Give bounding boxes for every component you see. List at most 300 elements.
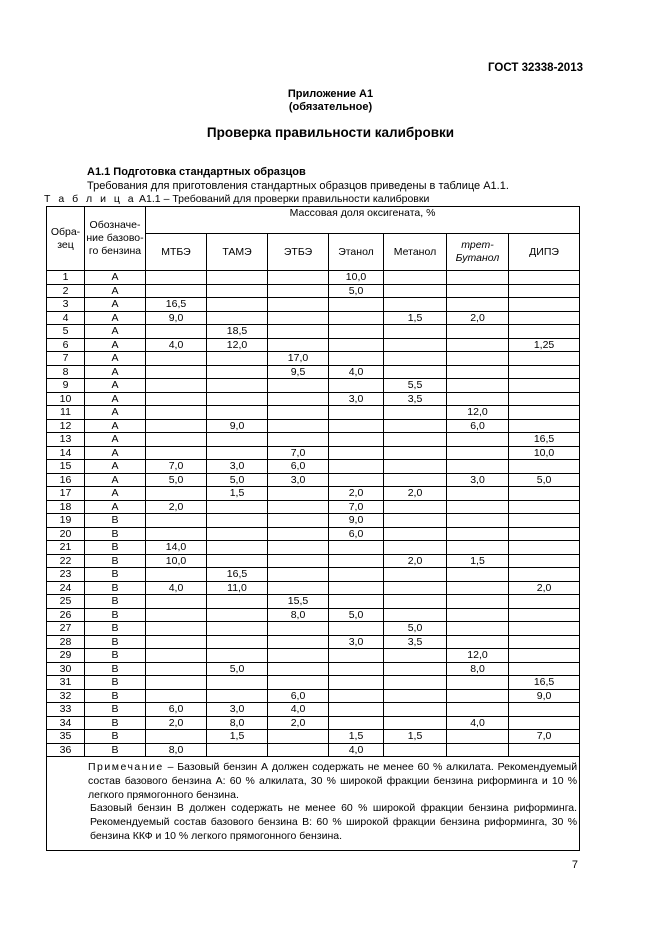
cell-tame — [207, 676, 268, 690]
cell-sample: 31 — [47, 676, 85, 690]
cell-methanol — [384, 271, 447, 285]
cell-etbe — [268, 514, 329, 528]
cell-sample: 32 — [47, 689, 85, 703]
cell-sample: 35 — [47, 730, 85, 744]
cell-ethanol — [329, 716, 384, 730]
cell-dipe — [509, 541, 580, 555]
cell-ethanol: 1,5 — [329, 730, 384, 744]
cell-methanol — [384, 433, 447, 447]
cell-tame — [207, 689, 268, 703]
cell-dipe: 5,0 — [509, 473, 580, 487]
cell-etbe — [268, 379, 329, 393]
cell-sample: 26 — [47, 608, 85, 622]
cell-methanol — [384, 298, 447, 312]
cell-ethanol: 5,0 — [329, 608, 384, 622]
cell-methanol — [384, 284, 447, 298]
cell-ethanol — [329, 581, 384, 595]
note-paragraph-2: Базовый бензин В должен содержать не менее 60 % широкой фракции бензина риформинга. Рекомендуемый состав базового бензина В: 60 % широкой фракции бензина риформинга, 30 % бензина ККФ и 10 % легкого прямогонного бензина. — [90, 802, 578, 842]
cell-base: А — [85, 365, 146, 379]
table-caption-prefix: Т а б л и ц а — [44, 193, 137, 205]
header-base-gasoline: Обозначе-ние базово-го бензина — [85, 207, 146, 271]
cell-dipe: 2,0 — [509, 581, 580, 595]
cell-etbe — [268, 635, 329, 649]
cell-tame: 3,0 — [207, 460, 268, 474]
cell-etbe — [268, 730, 329, 744]
cell-etbe: 8,0 — [268, 608, 329, 622]
cell-base: В — [85, 662, 146, 676]
table-row — [47, 487, 580, 501]
cell-tame — [207, 433, 268, 447]
cell-tert-butanol — [447, 460, 509, 474]
cell-mtbe — [146, 527, 207, 541]
standard-number: ГОСТ 32338-2013 — [488, 62, 583, 74]
cell-dipe — [509, 365, 580, 379]
cell-dipe — [509, 419, 580, 433]
cell-mtbe — [146, 595, 207, 609]
cell-ethanol — [329, 554, 384, 568]
cell-methanol — [384, 473, 447, 487]
header-methanol: Метанол — [384, 234, 447, 271]
cell-tame — [207, 271, 268, 285]
table-caption-text: А1.1 – Требований для проверки правильности калибровки — [139, 193, 430, 205]
cell-sample: 12 — [47, 419, 85, 433]
cell-mtbe — [146, 379, 207, 393]
cell-dipe: 16,5 — [509, 433, 580, 447]
table-row — [47, 514, 580, 528]
cell-tert-butanol — [447, 676, 509, 690]
cell-sample: 10 — [47, 392, 85, 406]
cell-dipe — [509, 595, 580, 609]
table-row — [47, 554, 580, 568]
cell-sample: 13 — [47, 433, 85, 447]
cell-tame: 3,0 — [207, 703, 268, 717]
cell-dipe — [509, 743, 580, 757]
table-row — [47, 730, 580, 744]
cell-dipe — [509, 622, 580, 636]
cell-methanol — [384, 581, 447, 595]
cell-base: В — [85, 689, 146, 703]
cell-mtbe — [146, 608, 207, 622]
cell-dipe — [509, 379, 580, 393]
cell-etbe — [268, 568, 329, 582]
table-row — [47, 325, 580, 339]
cell-ethanol: 9,0 — [329, 514, 384, 528]
header-tert-butanol: трет-Бутанол — [447, 234, 509, 271]
cell-etbe: 4,0 — [268, 703, 329, 717]
cell-tert-butanol — [447, 487, 509, 501]
cell-base: В — [85, 649, 146, 663]
cell-etbe — [268, 554, 329, 568]
cell-sample: 8 — [47, 365, 85, 379]
cell-ethanol — [329, 622, 384, 636]
cell-sample: 22 — [47, 554, 85, 568]
cell-dipe — [509, 514, 580, 528]
cell-etbe — [268, 311, 329, 325]
cell-tert-butanol — [447, 392, 509, 406]
cell-mtbe: 9,0 — [146, 311, 207, 325]
cell-methanol — [384, 595, 447, 609]
cell-dipe — [509, 298, 580, 312]
table-note — [47, 757, 580, 851]
cell-tame: 12,0 — [207, 338, 268, 352]
cell-ethanol — [329, 595, 384, 609]
table-row — [47, 352, 580, 366]
table-row — [47, 608, 580, 622]
cell-tame: 8,0 — [207, 716, 268, 730]
appendix-status: (обязательное) — [288, 101, 373, 113]
cell-tert-butanol: 8,0 — [447, 662, 509, 676]
cell-mtbe — [146, 325, 207, 339]
cell-tame: 18,5 — [207, 325, 268, 339]
cell-mtbe — [146, 622, 207, 636]
cell-methanol — [384, 689, 447, 703]
cell-methanol — [384, 352, 447, 366]
cell-methanol — [384, 338, 447, 352]
cell-methanol — [384, 676, 447, 690]
cell-sample: 23 — [47, 568, 85, 582]
cell-etbe — [268, 676, 329, 690]
cell-base: В — [85, 608, 146, 622]
cell-methanol — [384, 365, 447, 379]
cell-tert-butanol: 1,5 — [447, 554, 509, 568]
cell-base: В — [85, 730, 146, 744]
cell-base: А — [85, 460, 146, 474]
cell-tert-butanol: 4,0 — [447, 716, 509, 730]
table-row — [47, 406, 580, 420]
cell-sample: 6 — [47, 338, 85, 352]
cell-mtbe — [146, 649, 207, 663]
cell-ethanol: 4,0 — [329, 743, 384, 757]
cell-methanol — [384, 514, 447, 528]
cell-mtbe: 16,5 — [146, 298, 207, 312]
cell-ethanol — [329, 406, 384, 420]
cell-mtbe: 4,0 — [146, 338, 207, 352]
cell-tert-butanol — [447, 271, 509, 285]
cell-tert-butanol: 12,0 — [447, 406, 509, 420]
cell-sample: 24 — [47, 581, 85, 595]
table-row — [47, 541, 580, 555]
cell-methanol — [384, 608, 447, 622]
table-row — [47, 446, 580, 460]
cell-methanol — [384, 649, 447, 663]
cell-tame: 16,5 — [207, 568, 268, 582]
cell-mtbe: 8,0 — [146, 743, 207, 757]
cell-tame — [207, 527, 268, 541]
cell-ethanol — [329, 568, 384, 582]
cell-mtbe: 6,0 — [146, 703, 207, 717]
cell-sample: 5 — [47, 325, 85, 339]
cell-sample: 17 — [47, 487, 85, 501]
cell-sample: 33 — [47, 703, 85, 717]
cell-dipe — [509, 352, 580, 366]
cell-base: А — [85, 419, 146, 433]
table-row — [47, 527, 580, 541]
cell-tame — [207, 352, 268, 366]
cell-tame: 5,0 — [207, 473, 268, 487]
cell-methanol — [384, 406, 447, 420]
cell-mtbe — [146, 446, 207, 460]
cell-sample: 20 — [47, 527, 85, 541]
cell-etbe — [268, 743, 329, 757]
cell-sample: 7 — [47, 352, 85, 366]
cell-mtbe — [146, 689, 207, 703]
cell-dipe — [509, 635, 580, 649]
cell-tert-butanol — [447, 365, 509, 379]
cell-tame — [207, 379, 268, 393]
cell-methanol — [384, 460, 447, 474]
cell-mtbe — [146, 406, 207, 420]
table-row — [47, 419, 580, 433]
cell-etbe — [268, 284, 329, 298]
cell-base: В — [85, 716, 146, 730]
cell-tame — [207, 514, 268, 528]
cell-tame: 11,0 — [207, 581, 268, 595]
cell-ethanol — [329, 379, 384, 393]
cell-base: В — [85, 527, 146, 541]
table-row — [47, 662, 580, 676]
cell-etbe — [268, 392, 329, 406]
cell-ethanol — [329, 298, 384, 312]
page-number: 7 — [571, 859, 578, 871]
cell-ethanol — [329, 689, 384, 703]
cell-mtbe — [146, 271, 207, 285]
cell-mtbe: 10,0 — [146, 554, 207, 568]
cell-sample: 30 — [47, 662, 85, 676]
cell-tame — [207, 298, 268, 312]
cell-etbe — [268, 662, 329, 676]
cell-ethanol: 3,0 — [329, 635, 384, 649]
cell-sample: 4 — [47, 311, 85, 325]
cell-dipe — [509, 568, 580, 582]
cell-ethanol — [329, 446, 384, 460]
cell-sample: 36 — [47, 743, 85, 757]
cell-sample: 29 — [47, 649, 85, 663]
cell-sample: 2 — [47, 284, 85, 298]
cell-methanol: 3,5 — [384, 635, 447, 649]
cell-dipe — [509, 716, 580, 730]
cell-tame — [207, 649, 268, 663]
cell-ethanol — [329, 649, 384, 663]
cell-base: А — [85, 284, 146, 298]
calibration-table — [46, 206, 580, 851]
header-ethanol: Этанол — [329, 234, 384, 271]
cell-etbe — [268, 541, 329, 555]
cell-sample: 16 — [47, 473, 85, 487]
cell-ethanol — [329, 662, 384, 676]
cell-tame — [207, 365, 268, 379]
cell-sample: 3 — [47, 298, 85, 312]
cell-mtbe — [146, 284, 207, 298]
note-paragraph-1: – Базовый бензин А должен содержать не менее 60 % алкилата. Рекомендуемый состав базового бензина А: 60 % алкилата, 30 % широкой фракции бензина риформинга и 10 % легкого прямогонного бензина. — [88, 761, 578, 801]
cell-etbe — [268, 271, 329, 285]
cell-tert-butanol: 12,0 — [447, 649, 509, 663]
cell-tert-butanol: 6,0 — [447, 419, 509, 433]
cell-tert-butanol — [447, 433, 509, 447]
cell-tame — [207, 406, 268, 420]
cell-etbe — [268, 500, 329, 514]
cell-mtbe — [146, 635, 207, 649]
cell-tert-butanol — [447, 595, 509, 609]
cell-sample: 28 — [47, 635, 85, 649]
cell-mtbe — [146, 676, 207, 690]
cell-sample: 11 — [47, 406, 85, 420]
cell-methanol — [384, 325, 447, 339]
cell-methanol — [384, 527, 447, 541]
cell-tert-butanol — [447, 298, 509, 312]
table-row — [47, 743, 580, 757]
cell-mtbe: 14,0 — [146, 541, 207, 555]
cell-tame — [207, 743, 268, 757]
cell-etbe — [268, 649, 329, 663]
cell-tert-butanol — [447, 514, 509, 528]
cell-ethanol — [329, 541, 384, 555]
header-etbe: ЭТБЭ — [268, 234, 329, 271]
cell-dipe — [509, 649, 580, 663]
cell-base: А — [85, 338, 146, 352]
cell-sample: 27 — [47, 622, 85, 636]
cell-tert-butanol — [447, 581, 509, 595]
cell-base: В — [85, 622, 146, 636]
cell-ethanol — [329, 676, 384, 690]
cell-mtbe — [146, 514, 207, 528]
cell-etbe — [268, 487, 329, 501]
table-row — [47, 379, 580, 393]
table-row — [47, 676, 580, 690]
cell-dipe — [509, 527, 580, 541]
cell-methanol: 5,5 — [384, 379, 447, 393]
cell-base: В — [85, 635, 146, 649]
cell-tert-butanol — [447, 743, 509, 757]
section-intro: Требования для приготовления стандартных образцов приведены в таблице А1.1. — [87, 180, 509, 192]
cell-dipe: 9,0 — [509, 689, 580, 703]
cell-tert-butanol — [447, 730, 509, 744]
cell-ethanol — [329, 338, 384, 352]
cell-ethanol: 7,0 — [329, 500, 384, 514]
header-tame: ТАМЭ — [207, 234, 268, 271]
cell-methanol: 5,0 — [384, 622, 447, 636]
cell-methanol: 1,5 — [384, 311, 447, 325]
cell-methanol: 3,5 — [384, 392, 447, 406]
cell-ethanol: 2,0 — [329, 487, 384, 501]
cell-base: В — [85, 554, 146, 568]
cell-ethanol — [329, 473, 384, 487]
cell-tert-butanol — [447, 379, 509, 393]
table-row — [47, 284, 580, 298]
cell-tert-butanol — [447, 541, 509, 555]
cell-mtbe — [146, 365, 207, 379]
table-caption — [44, 193, 429, 205]
cell-methanol — [384, 703, 447, 717]
cell-tert-butanol — [447, 446, 509, 460]
cell-dipe: 10,0 — [509, 446, 580, 460]
cell-dipe — [509, 608, 580, 622]
cell-sample: 21 — [47, 541, 85, 555]
cell-mtbe: 2,0 — [146, 500, 207, 514]
cell-base: А — [85, 298, 146, 312]
cell-tert-butanol: 3,0 — [447, 473, 509, 487]
cell-mtbe: 2,0 — [146, 716, 207, 730]
cell-mtbe — [146, 568, 207, 582]
table-row — [47, 500, 580, 514]
cell-ethanol: 10,0 — [329, 271, 384, 285]
cell-etbe: 3,0 — [268, 473, 329, 487]
cell-etbe — [268, 338, 329, 352]
table-row — [47, 365, 580, 379]
cell-tert-butanol — [447, 568, 509, 582]
cell-ethanol — [329, 325, 384, 339]
cell-methanol — [384, 662, 447, 676]
cell-dipe — [509, 662, 580, 676]
cell-base: А — [85, 352, 146, 366]
cell-base: А — [85, 487, 146, 501]
cell-dipe: 7,0 — [509, 730, 580, 744]
table-row — [47, 338, 580, 352]
cell-base: А — [85, 433, 146, 447]
cell-base: В — [85, 514, 146, 528]
table-row — [47, 271, 580, 285]
cell-mtbe — [146, 419, 207, 433]
cell-etbe: 17,0 — [268, 352, 329, 366]
cell-base: А — [85, 473, 146, 487]
cell-tert-butanol — [447, 338, 509, 352]
table-row — [47, 716, 580, 730]
cell-mtbe — [146, 662, 207, 676]
cell-mtbe — [146, 433, 207, 447]
cell-etbe — [268, 433, 329, 447]
cell-sample: 18 — [47, 500, 85, 514]
section-heading: А1.1 Подготовка стандартных образцов — [87, 166, 306, 178]
cell-ethanol — [329, 352, 384, 366]
cell-base: В — [85, 676, 146, 690]
cell-mtbe: 4,0 — [146, 581, 207, 595]
cell-dipe — [509, 500, 580, 514]
cell-methanol — [384, 716, 447, 730]
table-row — [47, 392, 580, 406]
cell-base: В — [85, 581, 146, 595]
cell-dipe — [509, 325, 580, 339]
cell-methanol — [384, 568, 447, 582]
cell-tame — [207, 311, 268, 325]
cell-tert-butanol — [447, 635, 509, 649]
table-body — [47, 271, 580, 757]
cell-methanol — [384, 446, 447, 460]
cell-tert-butanol — [447, 608, 509, 622]
cell-base: В — [85, 568, 146, 582]
cell-base: А — [85, 325, 146, 339]
cell-tame — [207, 446, 268, 460]
cell-base: В — [85, 743, 146, 757]
cell-tame — [207, 595, 268, 609]
cell-tert-butanol: 2,0 — [447, 311, 509, 325]
cell-dipe — [509, 271, 580, 285]
cell-base: А — [85, 379, 146, 393]
note-label: Примечание — [88, 761, 164, 773]
cell-etbe — [268, 527, 329, 541]
table-row — [47, 649, 580, 663]
cell-mtbe: 7,0 — [146, 460, 207, 474]
header-oxygenate-group: Массовая доля оксигената, % — [146, 207, 580, 234]
cell-base: А — [85, 406, 146, 420]
cell-tert-butanol — [447, 352, 509, 366]
cell-tame — [207, 392, 268, 406]
cell-tert-butanol — [447, 284, 509, 298]
cell-etbe — [268, 581, 329, 595]
cell-etbe: 6,0 — [268, 460, 329, 474]
cell-sample: 9 — [47, 379, 85, 393]
header-dipe: ДИПЭ — [509, 234, 580, 271]
cell-etbe — [268, 622, 329, 636]
cell-tame — [207, 284, 268, 298]
